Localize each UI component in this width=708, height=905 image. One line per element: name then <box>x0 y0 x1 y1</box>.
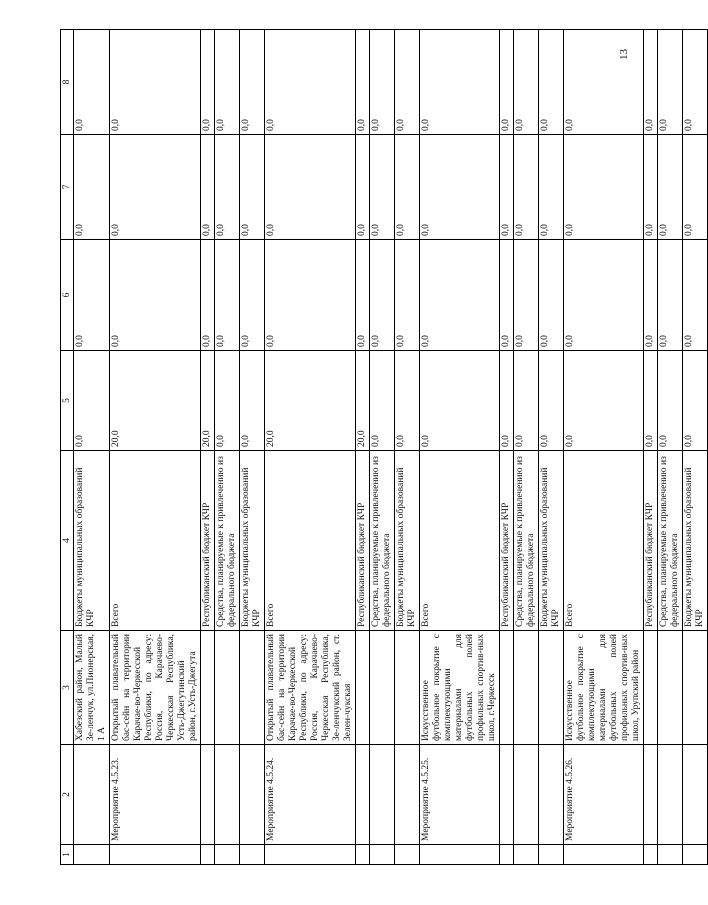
table-row <box>658 30 683 865</box>
cell-funding-source: Республиканский бюджет КЧР <box>500 451 514 631</box>
cell-col1 <box>265 845 356 865</box>
header-cell: 5 <box>61 351 74 451</box>
cell-activity <box>74 745 110 845</box>
cell-funding-source: Республиканский бюджет КЧР <box>201 451 215 631</box>
cell-value: 0,0 <box>683 351 708 451</box>
cell-value: 0,0 <box>658 240 683 351</box>
cell-value: 0,0 <box>539 135 564 240</box>
page-number: 13 <box>618 49 630 60</box>
cell-funding-source: Бюджеты муниципальных образований КЧР <box>683 451 708 631</box>
cell-value: 0,0 <box>644 240 658 351</box>
table-row <box>395 30 420 865</box>
cell-value: 0,0 <box>539 351 564 451</box>
cell-col1 <box>356 845 370 865</box>
cell-funding-source: Всего <box>265 451 356 631</box>
cell-value: 0,0 <box>215 240 240 351</box>
cell-value: 0,0 <box>240 240 265 351</box>
table-row <box>356 30 370 865</box>
cell-object: Хабезский район, Малый Зе-ленчук, ул.Пионерская, 1 А <box>74 631 110 745</box>
cell-funding-source: Бюджеты муниципальных образований КЧР <box>240 451 265 631</box>
cell-object <box>395 631 420 745</box>
cell-funding-source: Средства, планируемые к привлечению из федерального бюджета <box>215 451 240 631</box>
cell-value: 0,0 <box>658 351 683 451</box>
cell-value: 0,0 <box>539 30 564 135</box>
cell-value: 0,0 <box>356 240 370 351</box>
cell-value: 0,0 <box>370 135 395 240</box>
cell-funding-source: Республиканский бюджет КЧР <box>644 451 658 631</box>
cell-object <box>683 631 708 745</box>
table-row <box>265 30 356 865</box>
cell-object <box>370 631 395 745</box>
cell-value: 0,0 <box>514 135 539 240</box>
cell-value: 0,0 <box>644 351 658 451</box>
cell-object <box>201 631 215 745</box>
table-row <box>564 30 644 865</box>
cell-object <box>215 631 240 745</box>
cell-value: 0,0 <box>658 135 683 240</box>
cell-value: 0,0 <box>240 30 265 135</box>
cell-activity <box>514 745 539 845</box>
cell-value: 0,0 <box>500 135 514 240</box>
cell-value: 0,0 <box>201 30 215 135</box>
cell-col1 <box>539 845 564 865</box>
cell-value: 20,0 <box>110 351 201 451</box>
header-row <box>61 30 74 865</box>
cell-value: 0,0 <box>74 30 110 135</box>
cell-value: 0,0 <box>420 240 500 351</box>
cell-value: 0,0 <box>500 30 514 135</box>
cell-value: 0,0 <box>265 240 356 351</box>
cell-activity <box>658 745 683 845</box>
cell-value: 20,0 <box>265 351 356 451</box>
cell-value: 0,0 <box>420 30 500 135</box>
cell-value: 0,0 <box>564 135 644 240</box>
cell-value: 0,0 <box>110 135 201 240</box>
cell-value: 20,0 <box>356 351 370 451</box>
header-cell: 1 <box>61 845 74 865</box>
cell-col1 <box>500 845 514 865</box>
cell-value: 20,0 <box>201 351 215 451</box>
cell-value: 0,0 <box>539 240 564 351</box>
cell-object <box>240 631 265 745</box>
cell-value: 0,0 <box>564 240 644 351</box>
cell-value: 0,0 <box>683 240 708 351</box>
cell-object <box>658 631 683 745</box>
cell-activity <box>644 745 658 845</box>
table-row <box>683 30 708 865</box>
table-row <box>240 30 265 865</box>
cell-value: 0,0 <box>420 351 500 451</box>
cell-activity: Мероприятие 4.5.23. <box>110 745 201 845</box>
header-cell: 7 <box>61 135 74 240</box>
cell-object <box>539 631 564 745</box>
cell-object: Искусственное футбольное покрытие с комплектующими материалами для футбольных полей профильных спортив-ных школ, г.Черкесск <box>420 631 500 745</box>
cell-activity <box>539 745 564 845</box>
cell-funding-source: Всего <box>564 451 644 631</box>
cell-object <box>356 631 370 745</box>
cell-col1 <box>564 845 644 865</box>
cell-value: 0,0 <box>500 351 514 451</box>
cell-value: 0,0 <box>370 351 395 451</box>
cell-funding-source: Средства, планируемые к привлечению из федерального бюджета <box>658 451 683 631</box>
cell-col1 <box>370 845 395 865</box>
cell-value: 0,0 <box>74 135 110 240</box>
cell-value: 0,0 <box>356 135 370 240</box>
cell-object: Искусственное футбольное покрытие с комплектующими материалами для футбольных полей профильных спортив-ных школ, Урупский район <box>564 631 644 745</box>
header-cell: 2 <box>61 745 74 845</box>
cell-activity <box>683 745 708 845</box>
table-row <box>110 30 201 865</box>
cell-value: 0,0 <box>265 30 356 135</box>
table-row <box>644 30 658 865</box>
header-cell: 3 <box>61 631 74 745</box>
cell-col1 <box>395 845 420 865</box>
table-row <box>500 30 514 865</box>
cell-activity <box>370 745 395 845</box>
table-row <box>201 30 215 865</box>
table-row <box>74 30 110 865</box>
cell-col1 <box>201 845 215 865</box>
cell-value: 0,0 <box>395 30 420 135</box>
cell-value: 0,0 <box>370 30 395 135</box>
cell-value: 0,0 <box>110 240 201 351</box>
table-row <box>370 30 395 865</box>
cell-value: 0,0 <box>420 135 500 240</box>
cell-activity: Мероприятие 4.5.25. <box>420 745 500 845</box>
budget-table <box>60 29 708 865</box>
cell-activity <box>356 745 370 845</box>
cell-col1 <box>215 845 240 865</box>
cell-value: 0,0 <box>683 30 708 135</box>
cell-funding-source: Средства, планируемые к привлечению из федерального бюджета <box>370 451 395 631</box>
cell-activity <box>201 745 215 845</box>
cell-value: 0,0 <box>514 351 539 451</box>
cell-col1 <box>420 845 500 865</box>
cell-object <box>500 631 514 745</box>
cell-value: 0,0 <box>240 351 265 451</box>
cell-col1 <box>240 845 265 865</box>
cell-value: 0,0 <box>500 240 514 351</box>
cell-value: 0,0 <box>564 351 644 451</box>
cell-funding-source: Республиканский бюджет КЧР <box>356 451 370 631</box>
table-row <box>539 30 564 865</box>
table-row <box>215 30 240 865</box>
cell-value: 0,0 <box>201 240 215 351</box>
cell-value: 0,0 <box>644 30 658 135</box>
cell-value: 0,0 <box>265 135 356 240</box>
cell-value: 0,0 <box>564 30 644 135</box>
cell-col1 <box>74 845 110 865</box>
table-body <box>61 30 708 865</box>
cell-value: 0,0 <box>215 135 240 240</box>
header-cell: 4 <box>61 451 74 631</box>
cell-col1 <box>658 845 683 865</box>
cell-col1 <box>110 845 201 865</box>
cell-value: 0,0 <box>74 240 110 351</box>
cell-object: Открытый плавательный бас-сейн на территории Карачае-во-Черкесской Республики, по адресу: Россия, Карачаево-Черкесская Республика, Зе-ленчукский район, ст. Зелен-чукская <box>265 631 356 745</box>
cell-funding-source: Бюджеты муниципальных образований КЧР <box>539 451 564 631</box>
cell-col1 <box>683 845 708 865</box>
cell-value: 0,0 <box>658 30 683 135</box>
cell-value: 0,0 <box>240 135 265 240</box>
cell-value: 0,0 <box>683 135 708 240</box>
header-cell: 6 <box>61 240 74 351</box>
cell-funding-source: Бюджеты муниципальных образований КЧР <box>74 451 110 631</box>
cell-col1 <box>514 845 539 865</box>
cell-value: 0,0 <box>74 351 110 451</box>
cell-activity <box>395 745 420 845</box>
cell-funding-source: Всего <box>420 451 500 631</box>
table-row <box>420 30 500 865</box>
header-cell: 8 <box>61 30 74 135</box>
cell-activity <box>500 745 514 845</box>
cell-value: 0,0 <box>215 30 240 135</box>
cell-funding-source: Средства, планируемые к привлечению из федерального бюджета <box>514 451 539 631</box>
cell-value: 0,0 <box>395 351 420 451</box>
cell-value: 0,0 <box>356 30 370 135</box>
cell-value: 0,0 <box>201 135 215 240</box>
cell-value: 0,0 <box>110 30 201 135</box>
cell-object: Открытый плавательный бас-сейн на территории Карачае-во-Черкесской Республики, по адресу: Россия, Карачаево-Черкесская Республика, Усть-Джегутинский район, г.Усть-Джегута <box>110 631 201 745</box>
cell-funding-source: Бюджеты муниципальных образований КЧР <box>395 451 420 631</box>
cell-value: 0,0 <box>395 240 420 351</box>
cell-value: 0,0 <box>395 135 420 240</box>
table-row <box>514 30 539 865</box>
cell-activity <box>240 745 265 845</box>
cell-activity <box>215 745 240 845</box>
cell-activity: Мероприятие 4.5.26. <box>564 745 644 845</box>
cell-object <box>644 631 658 745</box>
cell-value: 0,0 <box>644 135 658 240</box>
cell-funding-source: Всего <box>110 451 201 631</box>
cell-value: 0,0 <box>514 30 539 135</box>
cell-activity: Мероприятие 4.5.24. <box>265 745 356 845</box>
cell-object <box>514 631 539 745</box>
cell-value: 0,0 <box>370 240 395 351</box>
cell-col1 <box>644 845 658 865</box>
cell-value: 0,0 <box>514 240 539 351</box>
cell-value: 0,0 <box>215 351 240 451</box>
